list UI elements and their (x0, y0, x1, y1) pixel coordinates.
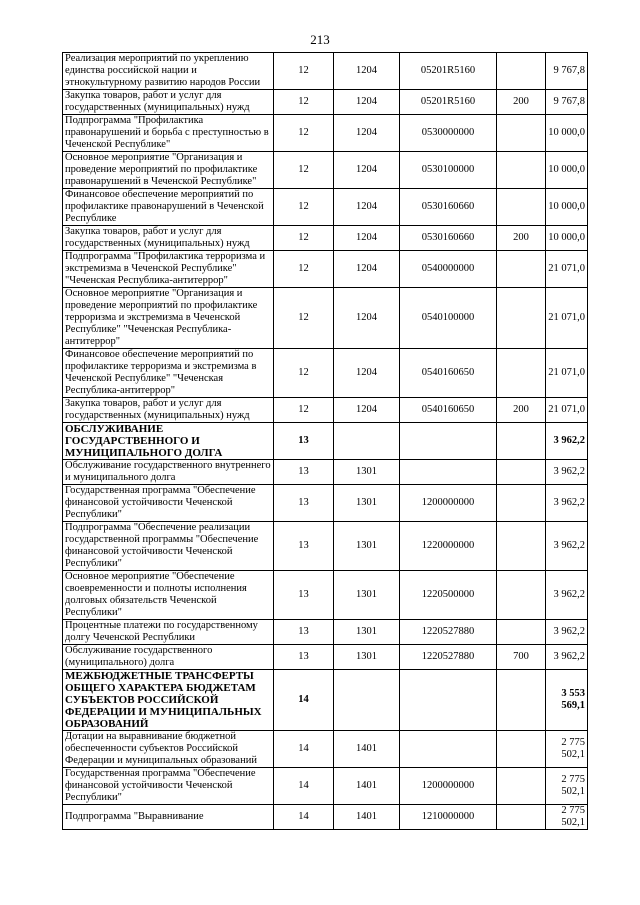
row-target-article (400, 460, 497, 485)
row-target-article: 0540100000 (400, 288, 497, 349)
row-expense-type (497, 189, 546, 226)
row-subsection: 1204 (334, 288, 400, 349)
table-row (63, 189, 588, 226)
row-target-article: 0540160650 (400, 349, 497, 398)
row-name: Реализация мероприятий по укреплению единства российской нации и этнокультурному развитию народов России (63, 53, 274, 90)
row-section: 13 (274, 485, 334, 522)
row-subsection: 1204 (334, 189, 400, 226)
row-amount: 9 767,8 (546, 90, 588, 115)
row-amount: 3 962,2 (546, 645, 588, 670)
row-target-article: 1220527880 (400, 620, 497, 645)
row-expense-type (497, 768, 546, 805)
row-expense-type (497, 53, 546, 90)
row-section: 12 (274, 349, 334, 398)
row-section: 12 (274, 226, 334, 251)
row-expense-type (497, 349, 546, 398)
table-row (63, 90, 588, 115)
table-row (63, 288, 588, 349)
row-subsection: 1204 (334, 115, 400, 152)
row-target-article: 05201R5160 (400, 53, 497, 90)
page-number: 213 (310, 32, 330, 47)
row-section: 14 (274, 670, 334, 731)
row-expense-type (497, 620, 546, 645)
row-expense-type: 700 (497, 645, 546, 670)
row-name: Закупка товаров, работ и услуг для государственных (муниципальных) нужд (63, 90, 274, 115)
row-amount: 3 962,2 (546, 571, 588, 620)
table-row (63, 805, 588, 830)
row-subsection: 1204 (334, 398, 400, 423)
row-name: Подпрограмма "Выравнивание (63, 805, 274, 830)
table-row (63, 115, 588, 152)
row-expense-type: 200 (497, 226, 546, 251)
row-subsection: 1204 (334, 152, 400, 189)
row-target-article: 0530160660 (400, 226, 497, 251)
row-subsection: 1401 (334, 805, 400, 830)
row-section: 12 (274, 152, 334, 189)
row-section: 13 (274, 522, 334, 571)
row-target-article (400, 670, 497, 731)
row-amount: 3 553 569,1 (546, 670, 588, 731)
table-row (63, 768, 588, 805)
table-row (63, 620, 588, 645)
row-section: 12 (274, 90, 334, 115)
table-row (63, 571, 588, 620)
row-target-article: 1200000000 (400, 485, 497, 522)
row-name: Основное мероприятие "Организация и проведение мероприятий по профилактике правонарушений в Чеченской Республике" (63, 152, 274, 189)
row-section: 14 (274, 768, 334, 805)
table-row (63, 485, 588, 522)
row-subsection: 1204 (334, 349, 400, 398)
row-subsection: 1301 (334, 460, 400, 485)
table-row (63, 670, 588, 731)
row-amount: 10 000,0 (546, 189, 588, 226)
row-section: 13 (274, 645, 334, 670)
row-amount: 10 000,0 (546, 152, 588, 189)
row-target-article: 0540160650 (400, 398, 497, 423)
table-row (63, 423, 588, 460)
row-name: Обслуживание государственного внутреннего и муниципального долга (63, 460, 274, 485)
row-subsection: 1204 (334, 251, 400, 288)
row-name: Процентные платежи по государственному долгу Чеченской Республики (63, 620, 274, 645)
row-amount: 21 071,0 (546, 398, 588, 423)
row-name: Подпрограмма "Обеспечение реализации государственной программы "Обеспечение финансовой устойчивости Чеченской Республики" (63, 522, 274, 571)
row-amount: 2 775 502,1 (546, 768, 588, 805)
row-name: Дотации на выравнивание бюджетной обеспеченности субъектов Российской Федерации и муниципальных образований (63, 731, 274, 768)
row-target-article: 1220527880 (400, 645, 497, 670)
row-expense-type (497, 288, 546, 349)
row-expense-type (497, 251, 546, 288)
row-section: 13 (274, 423, 334, 460)
row-subsection: 1301 (334, 522, 400, 571)
table-row (63, 460, 588, 485)
row-section: 14 (274, 805, 334, 830)
row-amount: 9 767,8 (546, 53, 588, 90)
row-section: 14 (274, 731, 334, 768)
row-expense-type (497, 805, 546, 830)
row-target-article: 0530000000 (400, 115, 497, 152)
row-name: МЕЖБЮДЖЕТНЫЕ ТРАНСФЕРТЫ ОБЩЕГО ХАРАКТЕРА БЮДЖЕТАМ СУБЪЕКТОВ РОССИЙСКОЙ ФЕДЕРАЦИИ И МУНИЦИПАЛЬНЫХ ОБРАЗОВАНИЙ (63, 670, 274, 731)
row-subsection: 1401 (334, 731, 400, 768)
row-expense-type (497, 460, 546, 485)
row-section: 12 (274, 189, 334, 226)
table-row (63, 522, 588, 571)
row-section: 13 (274, 571, 334, 620)
row-name: Закупка товаров, работ и услуг для государственных (муниципальных) нужд (63, 398, 274, 423)
row-target-article: 0530100000 (400, 152, 497, 189)
row-target-article: 0540000000 (400, 251, 497, 288)
row-expense-type: 200 (497, 398, 546, 423)
row-subsection: 1204 (334, 226, 400, 251)
row-subsection (334, 670, 400, 731)
row-subsection: 1301 (334, 620, 400, 645)
row-name: Подпрограмма "Профилактика терроризма и экстремизма в Чеченской Республике" "Чеченская Республика-антитеррор" (63, 251, 274, 288)
row-amount: 10 000,0 (546, 226, 588, 251)
row-name: Государственная программа "Обеспечение финансовой устойчивости Чеченской Республики" (63, 485, 274, 522)
row-name: ОБСЛУЖИВАНИЕ ГОСУДАРСТВЕННОГО И МУНИЦИПАЛЬНОГО ДОЛГА (63, 423, 274, 460)
row-target-article: 1220000000 (400, 522, 497, 571)
row-subsection: 1301 (334, 485, 400, 522)
row-name: Финансовое обеспечение мероприятий по профилактике правонарушений в Чеченской Республике (63, 189, 274, 226)
row-name: Финансовое обеспечение мероприятий по профилактике терроризма и экстремизма в Чеченской Республике" "Чеченская Республика-антитеррор" (63, 349, 274, 398)
row-subsection: 1301 (334, 571, 400, 620)
row-target-article (400, 423, 497, 460)
budget-table (62, 52, 588, 830)
row-expense-type (497, 423, 546, 460)
row-subsection: 1204 (334, 53, 400, 90)
row-amount: 10 000,0 (546, 115, 588, 152)
row-name: Обслуживание государственного (муниципального) долга (63, 645, 274, 670)
row-subsection: 1401 (334, 768, 400, 805)
row-amount: 3 962,2 (546, 522, 588, 571)
budget-table-body (63, 53, 588, 830)
row-name: Государственная программа "Обеспечение финансовой устойчивости Чеченской Республики" (63, 768, 274, 805)
row-target-article: 1220500000 (400, 571, 497, 620)
row-target-article (400, 731, 497, 768)
row-expense-type: 200 (497, 90, 546, 115)
row-subsection: 1204 (334, 90, 400, 115)
row-target-article: 1200000000 (400, 768, 497, 805)
row-amount: 3 962,2 (546, 620, 588, 645)
row-amount: 21 071,0 (546, 349, 588, 398)
row-target-article: 05201R5160 (400, 90, 497, 115)
table-row (63, 731, 588, 768)
row-amount: 3 962,2 (546, 485, 588, 522)
row-subsection: 1301 (334, 645, 400, 670)
row-section: 12 (274, 288, 334, 349)
row-section: 13 (274, 620, 334, 645)
row-amount: 2 775 502,1 (546, 805, 588, 830)
row-name: Основное мероприятие "Организация и проведение мероприятий по профилактике терроризма и экстремизма в Чеченской Республике" "Чеченская Республика-антитеррор" (63, 288, 274, 349)
table-row (63, 349, 588, 398)
table-row (63, 398, 588, 423)
row-section: 12 (274, 115, 334, 152)
row-amount: 3 962,2 (546, 423, 588, 460)
row-subsection (334, 423, 400, 460)
row-amount: 21 071,0 (546, 251, 588, 288)
row-section: 12 (274, 53, 334, 90)
row-section: 12 (274, 398, 334, 423)
row-target-article: 0530160660 (400, 189, 497, 226)
table-row (63, 645, 588, 670)
table-row (63, 152, 588, 189)
row-section: 13 (274, 460, 334, 485)
row-name: Закупка товаров, работ и услуг для государственных (муниципальных) нужд (63, 226, 274, 251)
row-expense-type (497, 670, 546, 731)
row-expense-type (497, 115, 546, 152)
row-amount: 2 775 502,1 (546, 731, 588, 768)
row-amount: 21 071,0 (546, 288, 588, 349)
row-expense-type (497, 152, 546, 189)
row-expense-type (497, 731, 546, 768)
row-expense-type (497, 485, 546, 522)
row-section: 12 (274, 251, 334, 288)
table-row (63, 53, 588, 90)
row-name: Подпрограмма "Профилактика правонарушений и борьба с преступностью в Чеченской Республике" (63, 115, 274, 152)
table-row (63, 251, 588, 288)
row-expense-type (497, 571, 546, 620)
row-amount: 3 962,2 (546, 460, 588, 485)
row-name: Основное мероприятие "Обеспечение своевременности и полноты исполнения долговых обязательств Чеченской Республики" (63, 571, 274, 620)
row-expense-type (497, 522, 546, 571)
table-row (63, 226, 588, 251)
row-target-article: 1210000000 (400, 805, 497, 830)
